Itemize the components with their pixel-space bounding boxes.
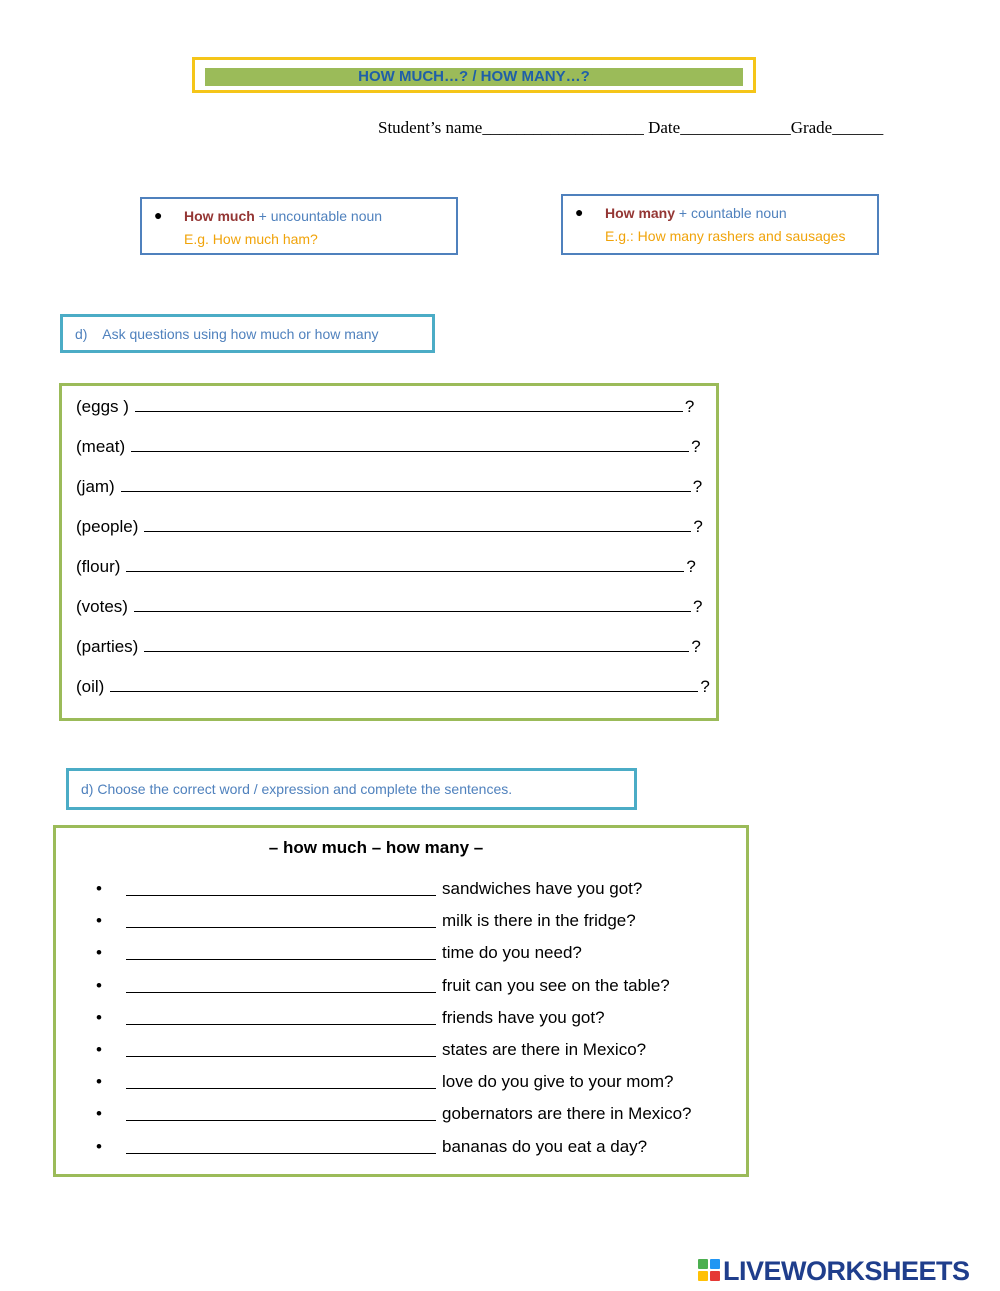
- question-prompt: (meat): [76, 437, 126, 456]
- question-prompt: (votes): [76, 597, 128, 616]
- question-prompt: (people): [76, 517, 139, 536]
- answer-blank[interactable]: [126, 895, 436, 896]
- instruction-text: d) Ask questions using how much or how many: [75, 326, 379, 342]
- sentence-text: love do you give to your mom?: [442, 1072, 674, 1092]
- question-exercise-box: [59, 383, 719, 721]
- instruction-box-2: [66, 768, 637, 810]
- logo-blocks-icon: [698, 1259, 720, 1281]
- question-row: [76, 516, 703, 537]
- answer-blank[interactable]: [144, 636, 689, 652]
- rule-example: E.g. How much ham?: [184, 231, 318, 247]
- question-prompt: (eggs ): [76, 397, 129, 416]
- question-row: [76, 676, 710, 697]
- answer-blank[interactable]: [134, 596, 691, 612]
- answer-blank[interactable]: [126, 927, 436, 928]
- answer-blank[interactable]: [135, 396, 683, 412]
- instruction-box-1: [60, 314, 435, 353]
- instruction-text: d) Choose the correct word / expression and complete the sentences.: [81, 781, 513, 797]
- word-options: – how much – how many –: [268, 838, 484, 857]
- answer-blank[interactable]: [131, 436, 689, 452]
- question-mark: ?: [686, 557, 696, 576]
- answer-blank[interactable]: [126, 1056, 436, 1057]
- bullet-icon: •: [96, 911, 102, 931]
- rule-box-how-many: [561, 194, 879, 255]
- title-frame: [192, 57, 756, 93]
- bullet-icon: •: [96, 1040, 102, 1059]
- sentence-row: [96, 1137, 716, 1159]
- bullet-icon: •: [96, 1136, 102, 1156]
- bullet-icon: •: [96, 943, 102, 963]
- sentence-row: [96, 1072, 716, 1094]
- rule-description: + countable noun: [678, 205, 787, 221]
- question-mark: ?: [691, 437, 701, 456]
- bullet-icon: ●: [154, 207, 163, 223]
- bullet-icon: •: [96, 1104, 102, 1124]
- bullet-icon: •: [96, 1072, 102, 1092]
- sentence-row: [96, 1040, 716, 1062]
- answer-blank[interactable]: [126, 556, 684, 572]
- question-row: [76, 476, 702, 497]
- question-row: [76, 636, 701, 657]
- sentence-text: friends have you got?: [442, 1007, 605, 1027]
- bullet-icon: ●: [575, 204, 584, 220]
- answer-blank[interactable]: [126, 1153, 436, 1154]
- question-prompt: (jam): [76, 477, 115, 496]
- rule-keyword-how-many: How many: [605, 205, 676, 221]
- question-row: [76, 596, 702, 617]
- answer-blank[interactable]: [110, 676, 698, 692]
- answer-blank[interactable]: [126, 992, 436, 993]
- question-row: [76, 396, 694, 417]
- sentence-row: [96, 1104, 716, 1126]
- rule-keyword-how-much: How much: [184, 208, 255, 224]
- question-row: [76, 556, 696, 577]
- sentence-row: [96, 943, 716, 965]
- sentence-row: [96, 879, 716, 901]
- bullet-icon: •: [96, 1007, 102, 1027]
- sentence-text: time do you need?: [442, 943, 582, 963]
- answer-blank[interactable]: [126, 959, 436, 960]
- logo-text: LIVEWORKSHEETS: [723, 1256, 970, 1286]
- sentence-text: states are there in Mexico?: [442, 1040, 647, 1059]
- sentence-exercise-box: [53, 825, 749, 1177]
- student-info-line: Student’s name___________________ Date_____________Grade______: [378, 118, 884, 137]
- sentence-text: gobernators are there in Mexico?: [442, 1104, 692, 1124]
- question-mark: ?: [700, 677, 710, 696]
- sentence-row: [96, 976, 716, 998]
- answer-blank[interactable]: [126, 1024, 436, 1025]
- question-mark: ?: [691, 637, 701, 656]
- sentence-row: [96, 1008, 716, 1030]
- sentence-text: fruit can you see on the table?: [442, 975, 670, 995]
- rule-description: + uncountable noun: [258, 208, 383, 224]
- sentence-text: milk is there in the fridge?: [442, 911, 636, 931]
- rule-box-how-much: [140, 197, 458, 255]
- question-mark: ?: [692, 477, 703, 496]
- question-prompt: (oil): [76, 677, 105, 696]
- question-mark: ?: [684, 397, 695, 416]
- page-title: HOW MUCH…? / HOW MANY…?: [205, 68, 743, 86]
- answer-blank[interactable]: [126, 1088, 436, 1089]
- sentence-text: sandwiches have you got?: [442, 879, 643, 898]
- question-prompt: (flour): [76, 557, 121, 576]
- answer-blank[interactable]: [126, 1120, 436, 1121]
- question-row: [76, 436, 701, 457]
- sentence-row: [96, 911, 716, 933]
- rule-example: E.g.: How many rashers and sausages: [605, 228, 846, 244]
- bullet-icon: •: [96, 975, 102, 995]
- question-mark: ?: [692, 597, 703, 616]
- question-prompt: (parties): [76, 637, 139, 656]
- bullet-icon: •: [96, 879, 102, 898]
- answer-blank[interactable]: [144, 516, 691, 532]
- answer-blank[interactable]: [121, 476, 691, 492]
- question-mark: ?: [693, 517, 703, 536]
- sentence-text: bananas do you eat a day?: [442, 1136, 648, 1156]
